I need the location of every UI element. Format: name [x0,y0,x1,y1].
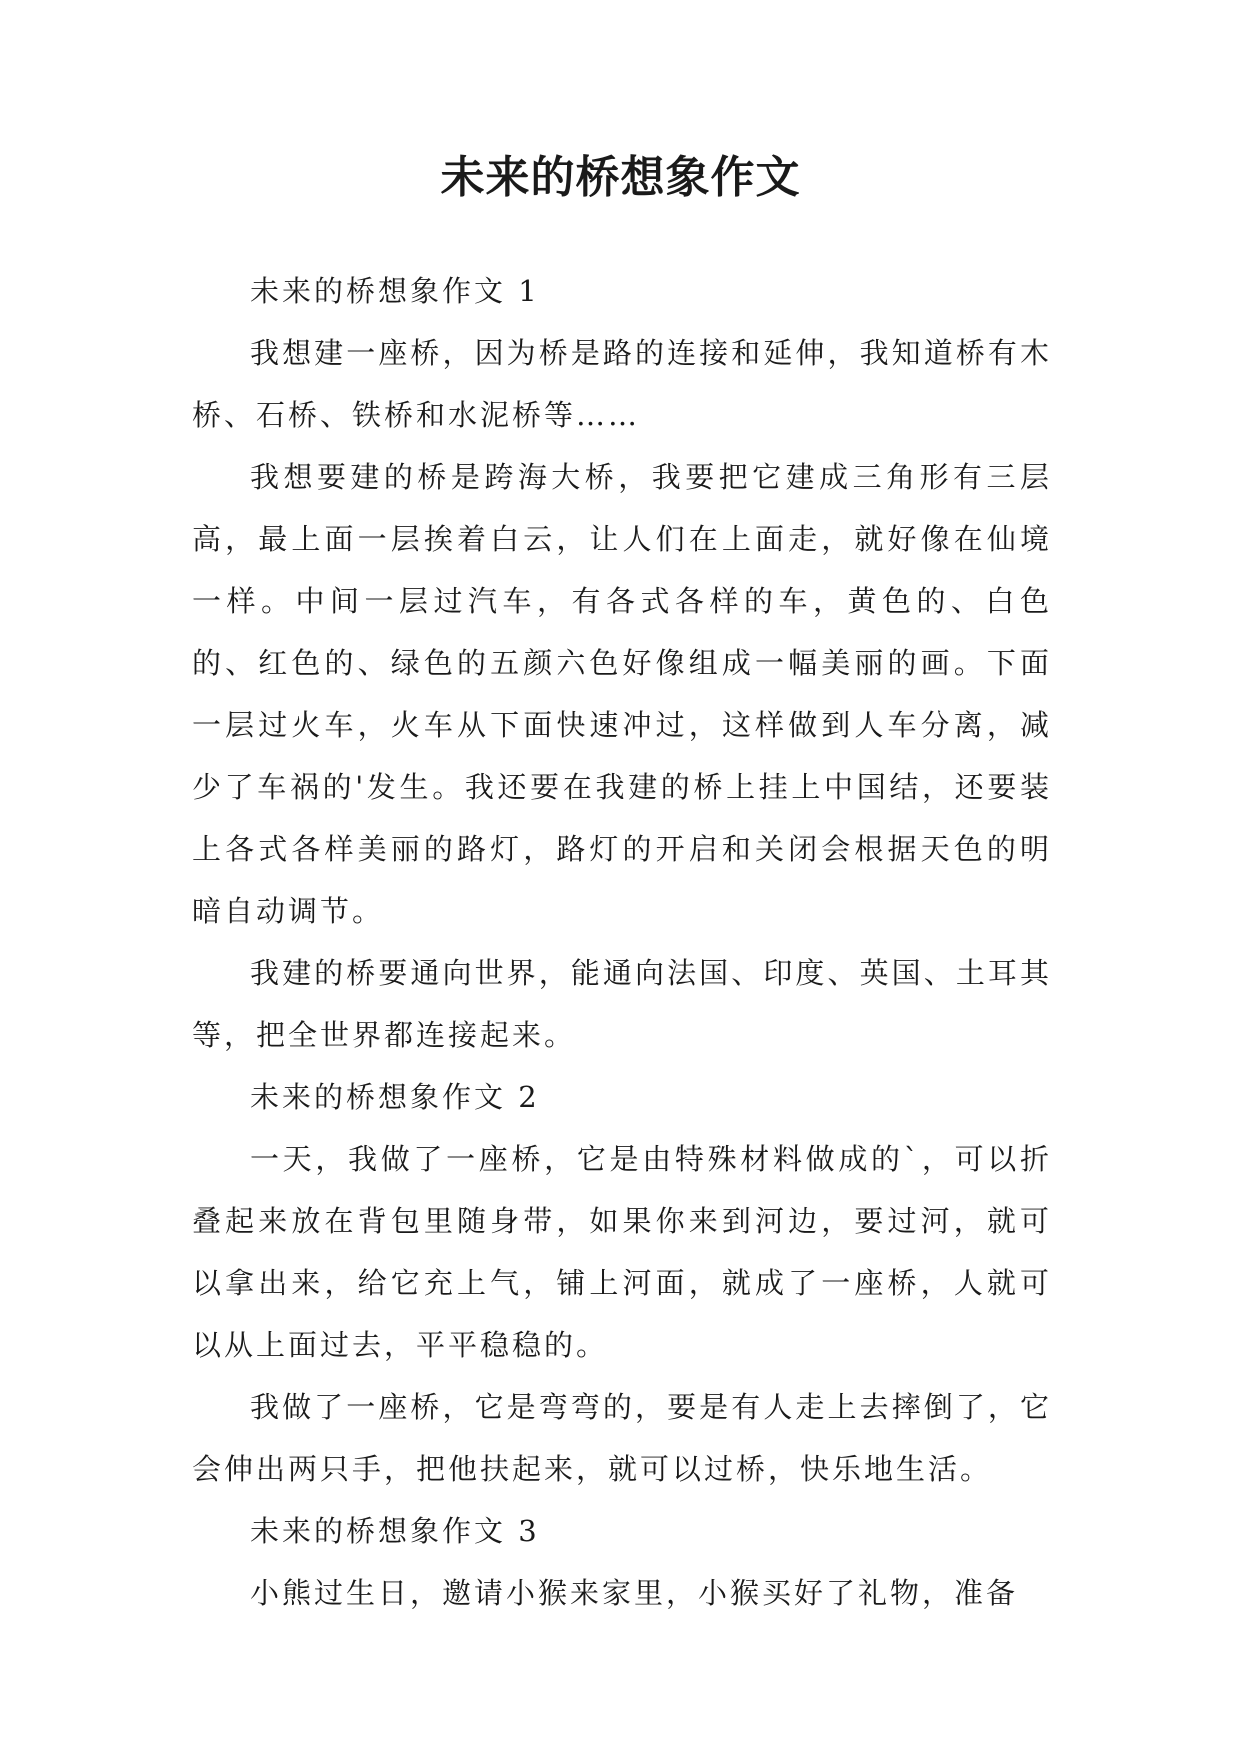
paragraph: 小熊过生日，邀请小猴来家里，小猴买好了礼物，准备 [250,1576,1019,1610]
section-heading-3: 未来的桥想象作文 3 [250,1514,540,1548]
paragraph: 我建的桥要通向世界，能通向法国、印度、英国、土耳其等，把全世界都连接起来。 [192,956,1052,1052]
paragraph: 我想要建的桥是跨海大桥，我要把它建成三角形有三层高，最上面一层挨着白云，让人们在上面走，就好像在仙境一样。中间一层过汽车，有各式各样的车，黄色的、白色的、红色的、绿色的五颜六色好像组成一幅美丽的画。下面一层过火车，火车从下面快速冲过，这样做到人车分离，减少了车祸的'发生。我还要在我建的桥上挂上中国结，还要装上各式各样美丽的路灯，路灯的开启和关闭会根据天色的明暗自动调节。 [192,460,1052,928]
paragraph: 我想建一座桥，因为桥是路的连接和延伸，我知道桥有木桥、石桥、铁桥和水泥桥等…… [192,336,1052,432]
section-heading-2: 未来的桥想象作文 2 [250,1080,540,1114]
document-body [192,260,1052,1624]
document-title: 未来的桥想象作文 [440,152,801,203]
paragraph: 一天，我做了一座桥，它是由特殊材料做成的`，可以折叠起来放在背包里随身带，如果你来到河边，要过河，就可以拿出来，给它充上气，铺上河面，就成了一座桥，人就可以从上面过去，平平稳稳的。 [192,1142,1052,1362]
section-heading-1: 未来的桥想象作文 1 [250,274,540,308]
paragraph: 我做了一座桥，它是弯弯的，要是有人走上去摔倒了，它会伸出两只手，把他扶起来，就可以过桥，快乐地生活。 [192,1390,1052,1486]
